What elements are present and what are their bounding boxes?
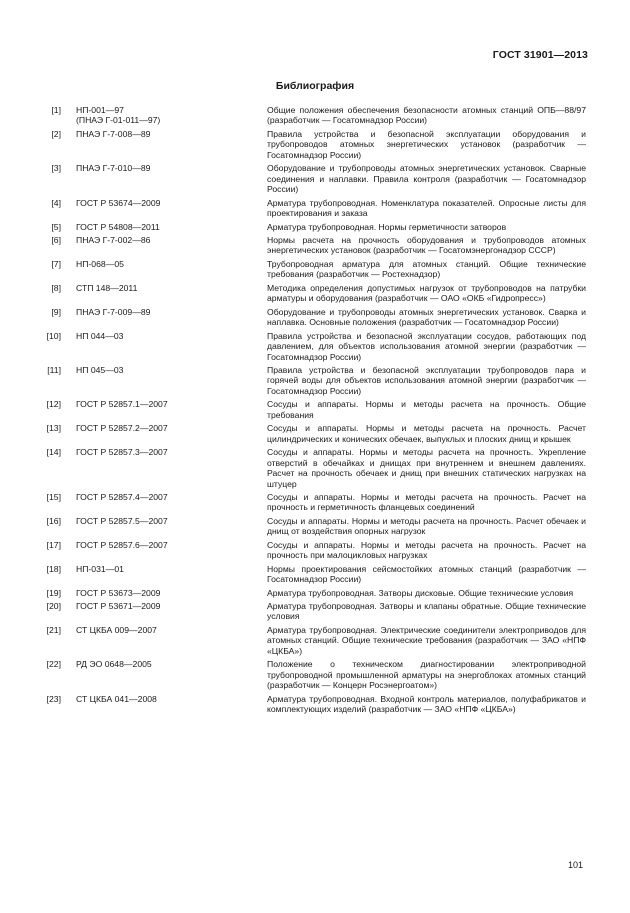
entry-document-code: ГОСТ Р 52857.4—2007 — [76, 491, 168, 502]
entry-description: Оборудование и трубопроводы атомных энергетических установок. Сварка и наплавка. Основные положения (разработчик — Госатомнадзор России) — [267, 306, 586, 328]
entry-document-code: ГОСТ Р 53671—2009 — [76, 601, 161, 612]
entry-document-code: ГОСТ Р 52857.3—2007 — [76, 447, 168, 458]
entry-document-code: ГОСТ Р 52857.5—2007 — [76, 515, 168, 526]
bibliography-entry — [42, 694, 588, 715]
entry-description: Сосуды и аппараты. Нормы и методы расчета на прочность. Укрепление отверстий в обечайках и днищах при внутреннем и внешнем давлениях. Расчет на прочность обечаек и днищ при внешних статических нагрузках на штуцер — [267, 447, 586, 489]
entry-document-code: СТ ЦКБА 041—2008 — [76, 693, 157, 704]
bibliography-entry — [42, 129, 588, 160]
entry-document-code: ГОСТ Р 52857.2—2007 — [76, 423, 168, 434]
bibliography-entry — [42, 235, 588, 256]
entry-number: [17] — [46, 539, 61, 550]
bibliography-entry — [42, 564, 588, 585]
bibliography-entry — [42, 307, 588, 328]
entry-document-code: ГОСТ Р 53674—2009 — [76, 197, 161, 208]
entry-document-code: СТП 148—2011 — [76, 282, 138, 293]
entry-number: [23] — [46, 693, 61, 704]
entry-document-code: ГОСТ Р 52857.6—2007 — [76, 539, 168, 550]
entry-number: [9] — [51, 306, 61, 317]
entry-description: Арматура трубопроводная. Затворы дисковые. Общие технические условия — [267, 587, 574, 598]
entry-number: [3] — [51, 163, 61, 174]
entry-number: [15] — [46, 491, 61, 502]
entry-document-code: НП 044—03 — [76, 330, 124, 341]
bibliography-entry — [42, 222, 588, 232]
bibliography-entry — [42, 423, 588, 444]
section-title: Библиография — [275, 80, 355, 92]
bibliography-entry — [42, 399, 588, 420]
entry-description: Арматура трубопроводная. Затворы и клапаны обратные. Общие технические условия — [267, 601, 586, 622]
entry-description: Арматура трубопроводная. Входной контроль материалов, полуфабрикатов и комплектующих изделий (разработчик — ЗАО «НПФ «ЦКБА») — [267, 693, 586, 715]
bibliography-entry — [42, 540, 588, 561]
bibliography-entry — [42, 283, 588, 304]
bibliography-list — [42, 105, 588, 718]
entry-description: Правила устройства и безопасной эксплуатации сосудов, работающих под давлением, для объектов использования атомной энергии (разработчик — Госатомнадзор России) — [267, 330, 586, 362]
bibliography-entry — [42, 659, 588, 690]
entry-description: Общие положения обеспечения безопасности атомных станций ОПБ—88/97 (разработчик — Госатомнадзор России) — [267, 105, 586, 126]
entry-document-code: ГОСТ Р 53673—2009 — [76, 587, 161, 598]
bibliography-entry — [42, 516, 588, 537]
entry-description: Методика определения допустимых нагрузок от трубопроводов на патрубки арматуры и оборудования (разработчик — ОАО «ОКБ «Гидропресс») — [267, 282, 586, 304]
entry-number: [14] — [46, 447, 61, 458]
entry-number: [10] — [46, 330, 61, 341]
entry-document-code: ПНАЭ Г-7-010—89 — [76, 163, 151, 174]
entry-description: Сосуды и аппараты. Нормы и методы расчета на прочность. Расчет на прочность и герметичность фланцевых соединений — [267, 491, 586, 513]
bibliography-entry — [42, 365, 588, 396]
entry-number: [5] — [51, 221, 61, 232]
entry-number: [12] — [46, 399, 61, 410]
entry-number: [7] — [51, 258, 61, 269]
entry-number: [20] — [46, 601, 61, 612]
entry-number: [22] — [46, 659, 61, 670]
entry-description: Трубопроводная арматура для атомных станций. Общие технические требования (разработчик — Ростехнадзор) — [267, 258, 586, 280]
entry-description: Арматура трубопроводная. Электрические соединители электроприводов для атомных станций. Общие технические требования (разработчик — ЗАО «НПФ «ЦКБА») — [267, 624, 586, 656]
entry-description: Арматура трубопроводная. Нормы герметичности затворов — [267, 221, 507, 232]
bibliography-entry — [42, 259, 588, 280]
bibliography-entry — [42, 447, 588, 489]
bibliography-entry — [42, 492, 588, 513]
entry-document-code: НП-031—01 — [76, 563, 124, 574]
entry-number: [1] — [51, 105, 61, 115]
entry-number: [11] — [47, 364, 61, 375]
entry-description: Арматура трубопроводная. Номенклатура показателей. Опросные листы для проектирования и заказа — [267, 197, 586, 219]
entry-document-code: НП-068—05 — [76, 258, 124, 269]
entry-description: Сосуды и аппараты. Нормы и методы расчета на прочность. Расчет обечаек и днищ от воздействия опорных нагрузок — [267, 515, 586, 537]
entry-description: Нормы проектирования сейсмостойких атомных станций (разработчик — Госатомнадзор России) — [267, 563, 586, 585]
entry-description: Сосуды и аппараты. Нормы и методы расчета на прочность. Общие требования — [267, 399, 586, 420]
entry-number: [2] — [51, 128, 61, 139]
bibliography-entry — [42, 331, 588, 362]
standard-header: ГОСТ 31901—2013 — [492, 49, 588, 61]
entry-number: [19] — [46, 587, 61, 598]
entry-number: [8] — [51, 282, 61, 293]
entry-number: [6] — [51, 234, 61, 245]
entry-document-code: СТ ЦКБА 009—2007 — [76, 624, 157, 635]
entry-document-code: НП 045—03 — [76, 364, 124, 375]
page-number: 101 — [567, 860, 583, 870]
entry-number: [4] — [51, 197, 61, 208]
bibliography-entry — [42, 198, 588, 219]
entry-description: Сосуды и аппараты. Нормы и методы расчета на прочность. Расчет на прочность при малоцикловых нагрузках — [267, 539, 586, 561]
bibliography-entry — [42, 625, 588, 656]
entry-number: [18] — [46, 563, 61, 574]
entry-number: [16] — [46, 515, 61, 526]
entry-document-code: ПНАЭ Г-7-008—89 — [76, 128, 151, 139]
bibliography-entry — [42, 105, 588, 126]
entry-document-code: ПНАЭ Г-7-009—89 — [76, 306, 151, 317]
entry-number: [13] — [46, 423, 61, 434]
entry-description: Правила устройства и безопасной эксплуатации оборудования и трубопроводов атомных энергетических установок (разработчик — Госатомнадзор России) — [267, 128, 586, 160]
entry-description: Нормы расчета на прочность оборудования и трубопроводов атомных энергетических установок (разработчик — Госатомэнергонадзор СССР) — [267, 234, 586, 256]
entry-document-code: НП-001—97 (ПНАЭ Г-01-011—97) — [76, 105, 161, 126]
bibliography-entry — [42, 163, 588, 194]
bibliography-entry — [42, 588, 588, 598]
entry-document-code: ПНАЭ Г-7-002—86 — [76, 234, 151, 245]
entry-description: Оборудование и трубопроводы атомных энергетических установок. Сварные соединения и наплавки. Правила контроля (разработчик — Госатомнадзор России) — [267, 163, 586, 195]
entry-document-code: ГОСТ Р 52857.1—2007 — [76, 399, 168, 410]
entry-description: Правила устройства и безопасной эксплуатации трубопроводов пара и горячей воды для объектов использования атомной энергии (разработчик — Госатомнадзор России) — [267, 364, 586, 396]
entry-description: Сосуды и аппараты. Нормы и методы расчета на прочность. Расчет цилиндрических и конических обечаек, выпуклых и плоских днищ и крышек — [267, 423, 586, 444]
entry-number: [21] — [46, 624, 61, 635]
entry-document-code: ГОСТ Р 54808—2011 — [76, 221, 160, 232]
bibliography-entry — [42, 601, 588, 622]
entry-description: Положение о техническом диагностировании электроприводной трубопроводной промышленной арматуры на энергоблоках атомных станций (разработчик — Концерн Росэнергоатом») — [267, 659, 586, 691]
entry-document-code: РД ЭО 0648—2005 — [76, 659, 152, 670]
